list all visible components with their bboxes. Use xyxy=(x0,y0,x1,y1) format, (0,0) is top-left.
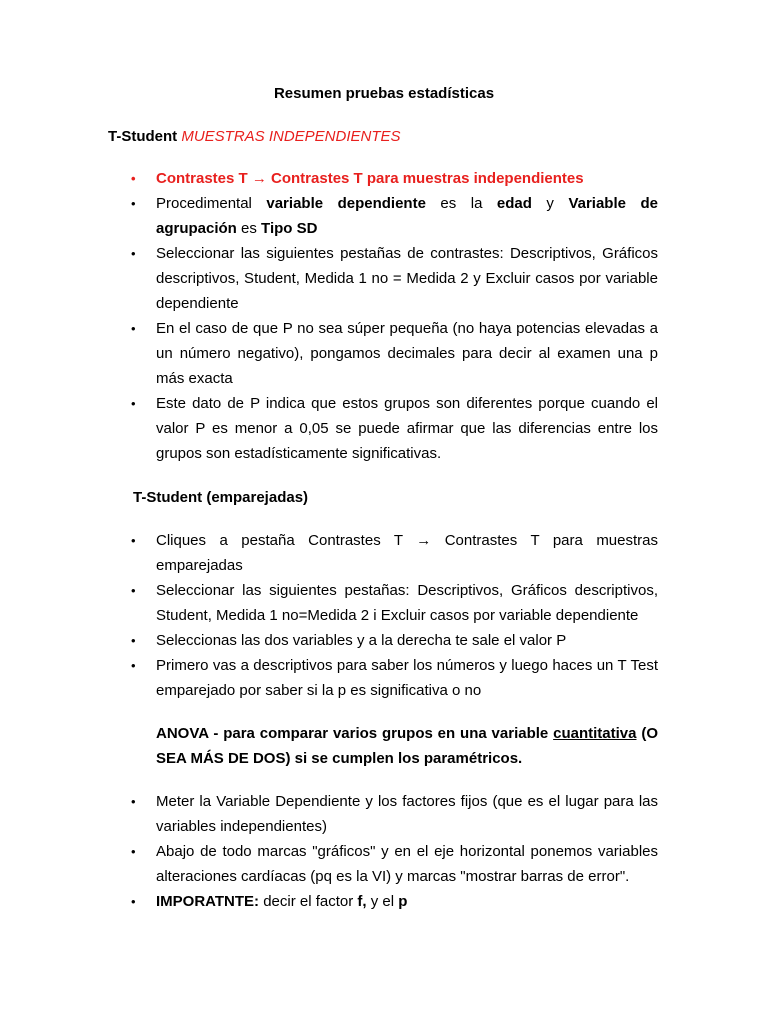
section-heading-t-student-emparejadas: T-Student (emparejadas) xyxy=(133,489,309,506)
list-item xyxy=(131,653,658,703)
list-item xyxy=(131,528,658,578)
bullet-text: Cliques a pestaña Contrastes T → Contrastes T para muestras emparejadas xyxy=(156,532,658,574)
list-item xyxy=(131,391,658,466)
anova-heading-underlined: cuantitativa xyxy=(553,725,637,742)
bullet-list-section1 xyxy=(131,166,658,466)
list-item xyxy=(131,839,658,889)
bullet-list-section2 xyxy=(131,528,658,703)
bullet-text: Seleccionar las siguientes pestañas de contrastes: Descriptivos, Gráficos descriptivos, Student, Medida 1 no = Medida 2 y Excluir casos por variable dependiente xyxy=(156,245,658,312)
bullet-text: y el xyxy=(366,893,399,910)
section-heading-anova xyxy=(156,721,658,771)
bullet-text: Procedimental xyxy=(156,195,267,212)
bullet-text: y xyxy=(531,195,569,212)
bold-term: IMPORATNTE: xyxy=(156,893,260,910)
bold-term: , xyxy=(362,893,367,910)
bullet-text: Abajo de todo marcas "gráficos" y en el eje horizontal ponemos variables alteraciones cardíacas (pq es la VI) y marcas "mostrar barras de error". xyxy=(156,843,658,885)
bold-term: Variable de agrupación xyxy=(156,195,658,237)
bullet-list-section3 xyxy=(131,789,658,914)
bold-term: p xyxy=(398,893,408,910)
bullet-text: Primero vas a descriptivos para saber los números y luego haces un T Test emparejado por saber si la p es significativa o no xyxy=(156,657,658,699)
bullet-text: decir el factor xyxy=(259,893,358,910)
bold-term: f xyxy=(357,893,363,910)
list-item xyxy=(131,241,658,316)
list-item xyxy=(131,166,658,191)
section-heading-t-student-independientes xyxy=(108,128,401,145)
bullet-text: es la xyxy=(425,195,497,212)
bold-term: Tipo SD xyxy=(261,220,318,237)
list-item xyxy=(131,191,658,241)
list-item xyxy=(131,578,658,628)
heading-highlight: MUESTRAS INDEPENDIENTES xyxy=(181,128,401,145)
bullet-text: Seleccionar las siguientes pestañas: Descriptivos, Gráficos descriptivos, Student, Medida 1 no=Medida 2 i Excluir casos por variable dependiente xyxy=(156,582,658,624)
bold-term: edad xyxy=(496,195,532,212)
bold-term: variable dependiente xyxy=(266,195,426,212)
bullet-text: es xyxy=(236,220,262,237)
bullet-text: Seleccionas las dos variables y a la derecha te sale el valor P xyxy=(156,632,567,649)
heading-prefix: T-Student xyxy=(108,128,182,145)
list-item xyxy=(131,789,658,839)
anova-heading-text-end: (O SEA MÁS DE DOS) si se cumplen los paramétricos. xyxy=(156,725,658,767)
bullet-text: Contrastes T → Contrastes T para muestras independientes xyxy=(156,170,584,187)
bullet-text: Este dato de P indica que estos grupos son diferentes porque cuando el valor P es menor a 0,05 se puede afirmar que las diferencias entre los grupos son estadísticamente significativas. xyxy=(156,395,658,462)
anova-heading-text: ANOVA - para comparar varios grupos en una variable xyxy=(156,725,554,742)
list-item xyxy=(131,316,658,391)
bullet-text: Meter la Variable Dependiente y los factores fijos (que es el lugar para las variables independientes) xyxy=(156,793,658,835)
list-item xyxy=(131,628,658,653)
bullet-text: En el caso de que P no sea súper pequeña (no haya potencias elevadas a un número negativo), pongamos decimales para decir al examen una p más exacta xyxy=(156,320,658,387)
list-item xyxy=(131,889,658,914)
document-title: Resumen pruebas estadísticas xyxy=(273,85,495,102)
